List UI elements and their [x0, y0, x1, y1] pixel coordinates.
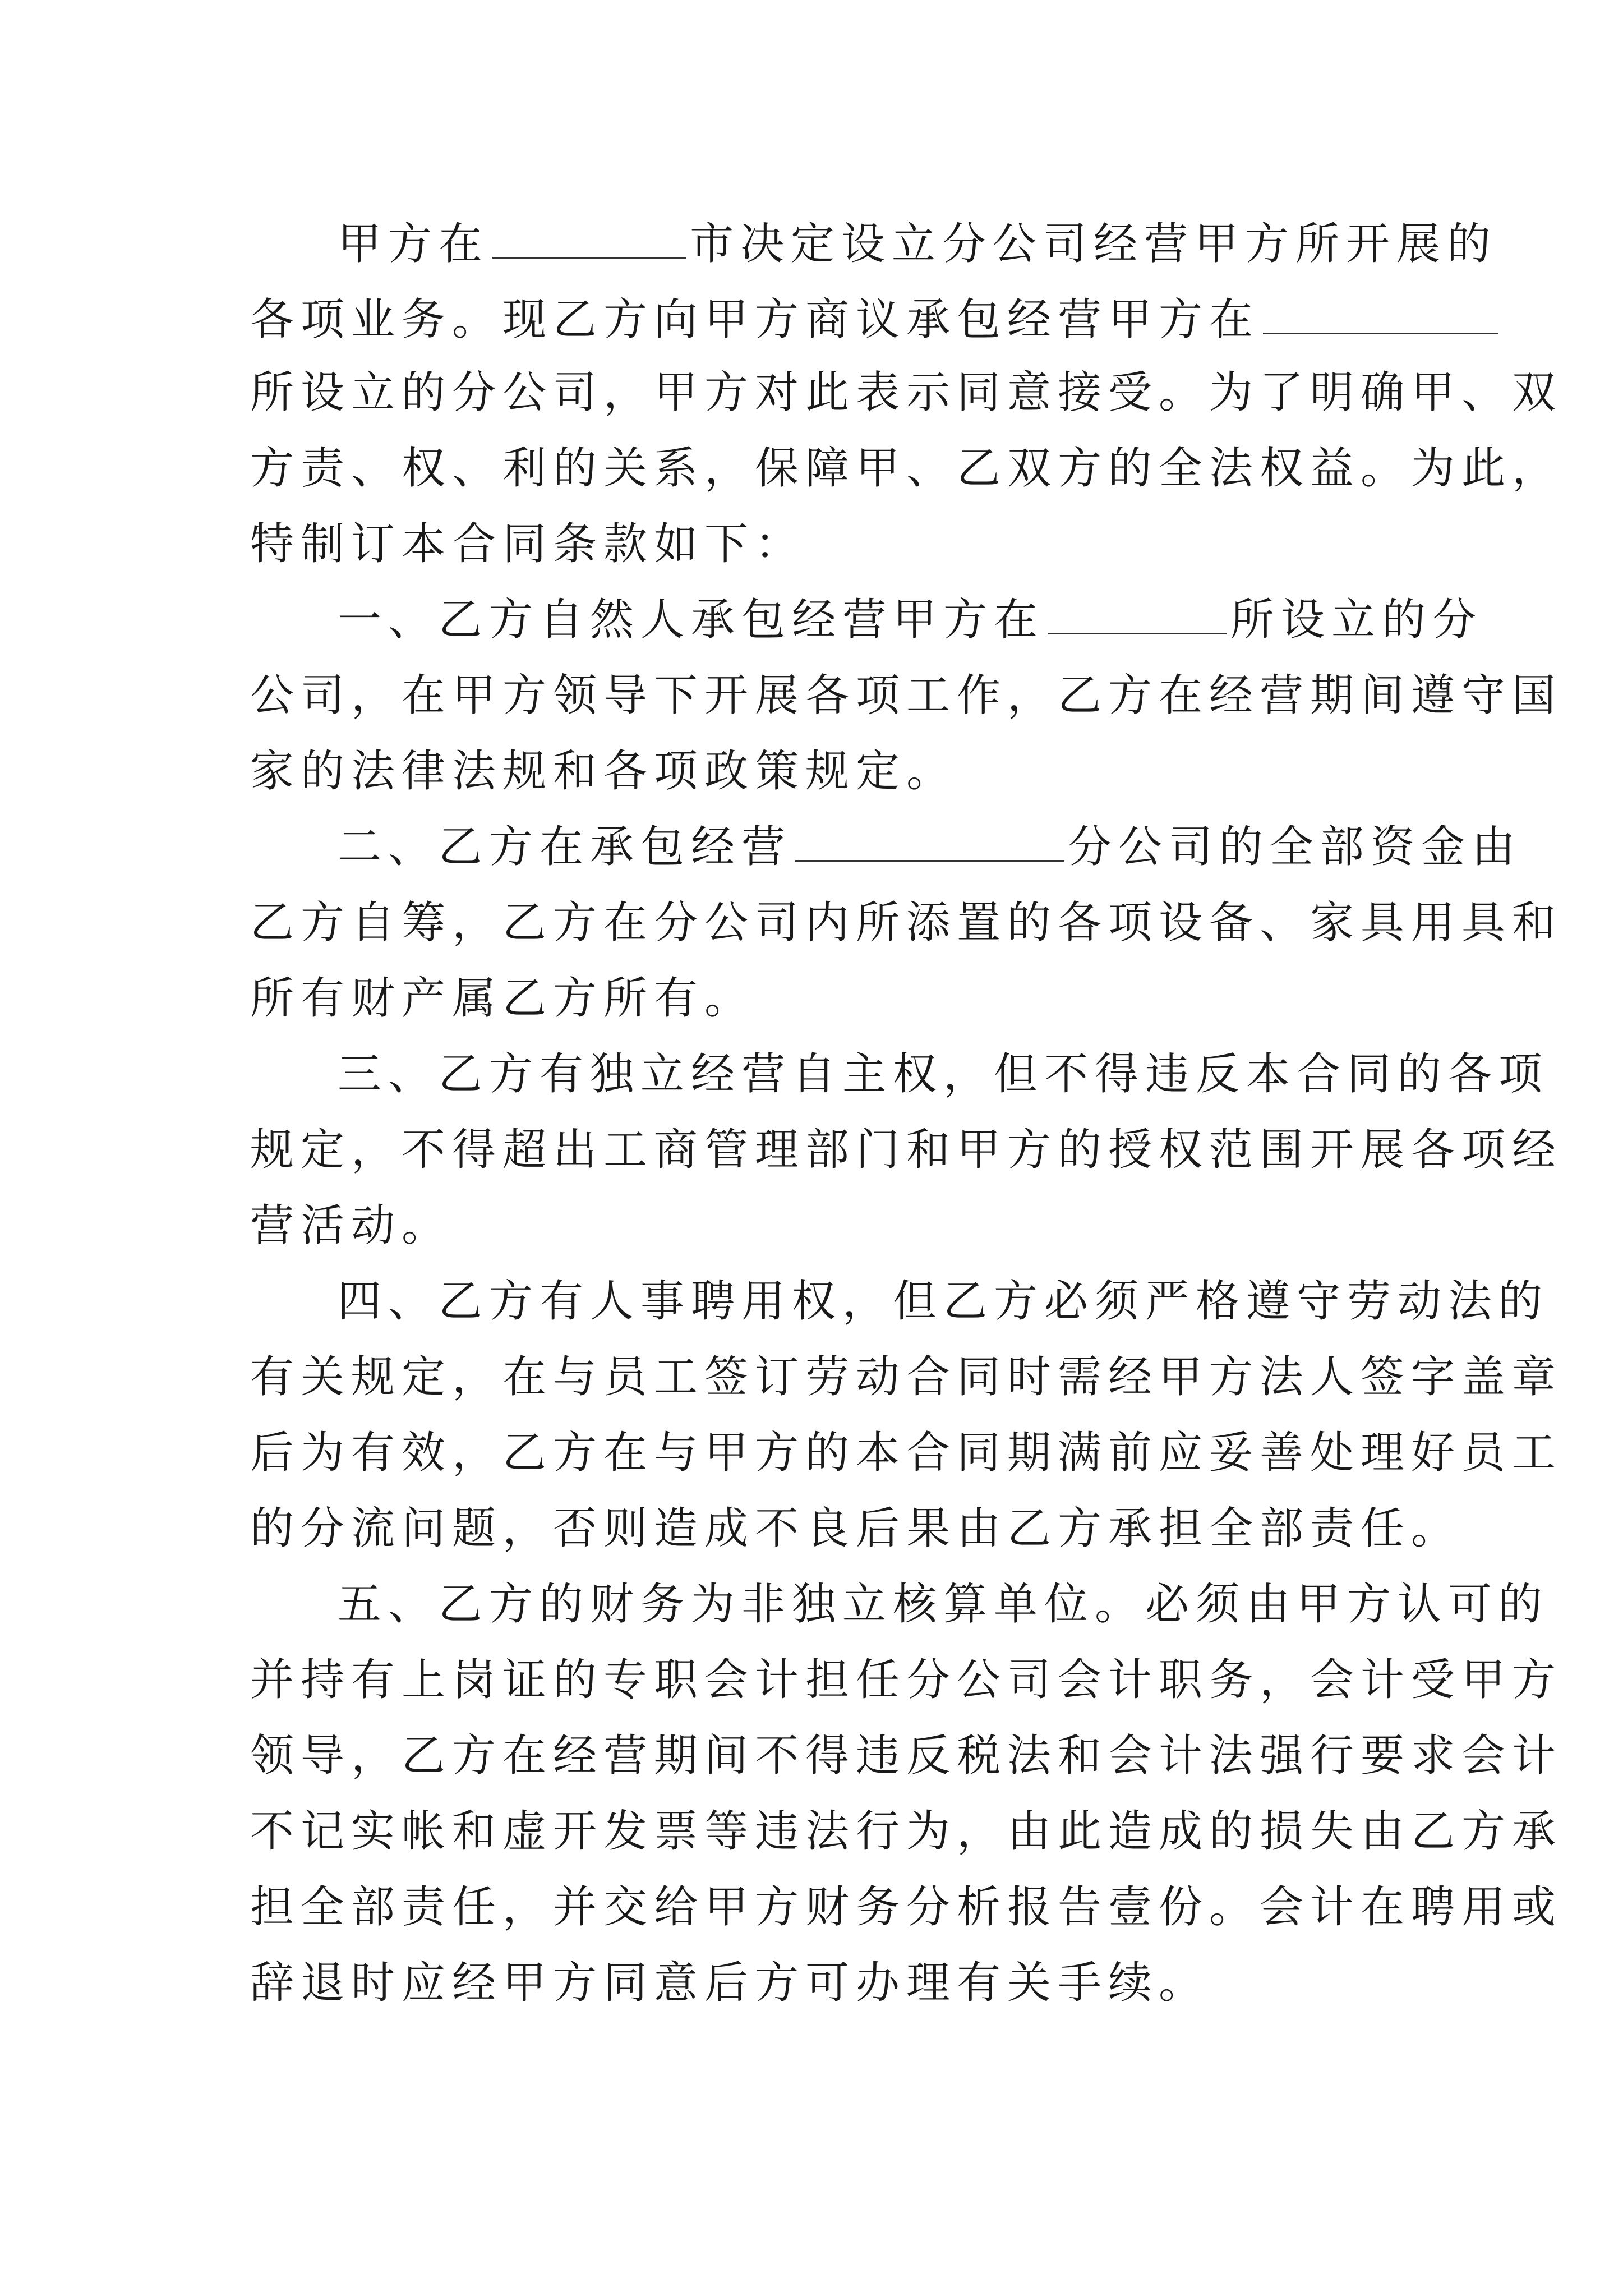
- clause-5-line-2: 并持有上岗证的专职会计担任分公司会计职务，会计受甲方: [250, 1655, 1563, 1705]
- clause-1-line-3: 家的法律法规和各项政策规定。: [250, 746, 957, 797]
- intro-line-3: 所设立的分公司，甲方对此表示同意接受。为了明确甲、双: [250, 367, 1563, 418]
- intro-line-2-text: 各项业务。现乙方向甲方商议承包经营甲方在: [250, 295, 1260, 345]
- intro-line-1-part-a: 甲方在: [338, 219, 490, 269]
- clause-1-line-2: 公司，在甲方领导下开展各项工作，乙方在经营期间遵守国: [250, 670, 1563, 721]
- intro-line-1: [338, 210, 1497, 278]
- fill-in-blank-location[interactable]: [1263, 297, 1498, 334]
- clause-2-line-3: 所有财产属乙方所有。: [250, 973, 755, 1024]
- clause-5-line-5: 担全部责任，并交给甲方财务分析报告壹份。会计在聘用或: [250, 1882, 1563, 1932]
- clause-2-line-1: [338, 813, 1522, 881]
- clause-2-line-2: 乙方自筹，乙方在分公司内所添置的各项设备、家具用具和: [250, 898, 1563, 948]
- clause-4-line-1: 四、乙方有人事聘用权，但乙方必须严格遵守劳动法的: [338, 1276, 1550, 1327]
- clause-5-line-6: 辞退时应经甲方同意后方可办理有关手续。: [250, 1958, 1210, 2008]
- clause-1-line-1-part-b: 所设立的分: [1230, 595, 1483, 645]
- clause-5-line-4: 不记实帐和虚开发票等违法行为，由此造成的损失由乙方承: [250, 1806, 1563, 1857]
- clause-1-line-1-part-a: 一、乙方自然人承包经营甲方在: [338, 595, 1045, 645]
- clause-4-line-2: 有关规定，在与员工签订劳动合同时需经甲方法人签字盖章: [250, 1352, 1563, 1402]
- intro-line-1-part-b: 市决定设立分公司经营甲方所开展的: [690, 219, 1498, 269]
- clause-3-line-1: 三、乙方有独立经营自主权，但不得违反本合同的各项: [338, 1049, 1550, 1099]
- clause-3-line-3: 营活动。: [250, 1200, 453, 1251]
- intro-line-5: 特制订本合同条款如下：: [250, 519, 806, 569]
- clause-2-line-1-part-b: 分公司的全部资金由: [1068, 822, 1523, 872]
- clause-1-line-1: [338, 586, 1483, 654]
- clause-5-line-1: 五、乙方的财务为非独立核算单位。必须由甲方认可的: [338, 1579, 1550, 1630]
- fill-in-blank-clause-2[interactable]: [795, 824, 1064, 862]
- clause-4-line-3: 后为有效，乙方在与甲方的本合同期满前应妥善处理好员工: [250, 1428, 1563, 1478]
- clause-4-line-4: 的分流问题，否则造成不良后果由乙方承担全部责任。: [250, 1503, 1462, 1554]
- clause-2-line-1-part-a: 二、乙方在承包经营: [338, 822, 792, 872]
- clause-5-line-3: 领导，乙方在经营期间不得违反税法和会计法强行要求会计: [250, 1731, 1563, 1781]
- clause-3-line-2: 规定，不得超出工商管理部门和甲方的授权范围开展各项经: [250, 1125, 1563, 1175]
- intro-line-4: 方责、权、利的关系，保障甲、乙双方的全法权益。为此，: [250, 443, 1563, 494]
- intro-line-2: [250, 286, 1502, 353]
- fill-in-blank-clause-1[interactable]: [1048, 597, 1227, 634]
- fill-in-blank-city[interactable]: [492, 221, 686, 259]
